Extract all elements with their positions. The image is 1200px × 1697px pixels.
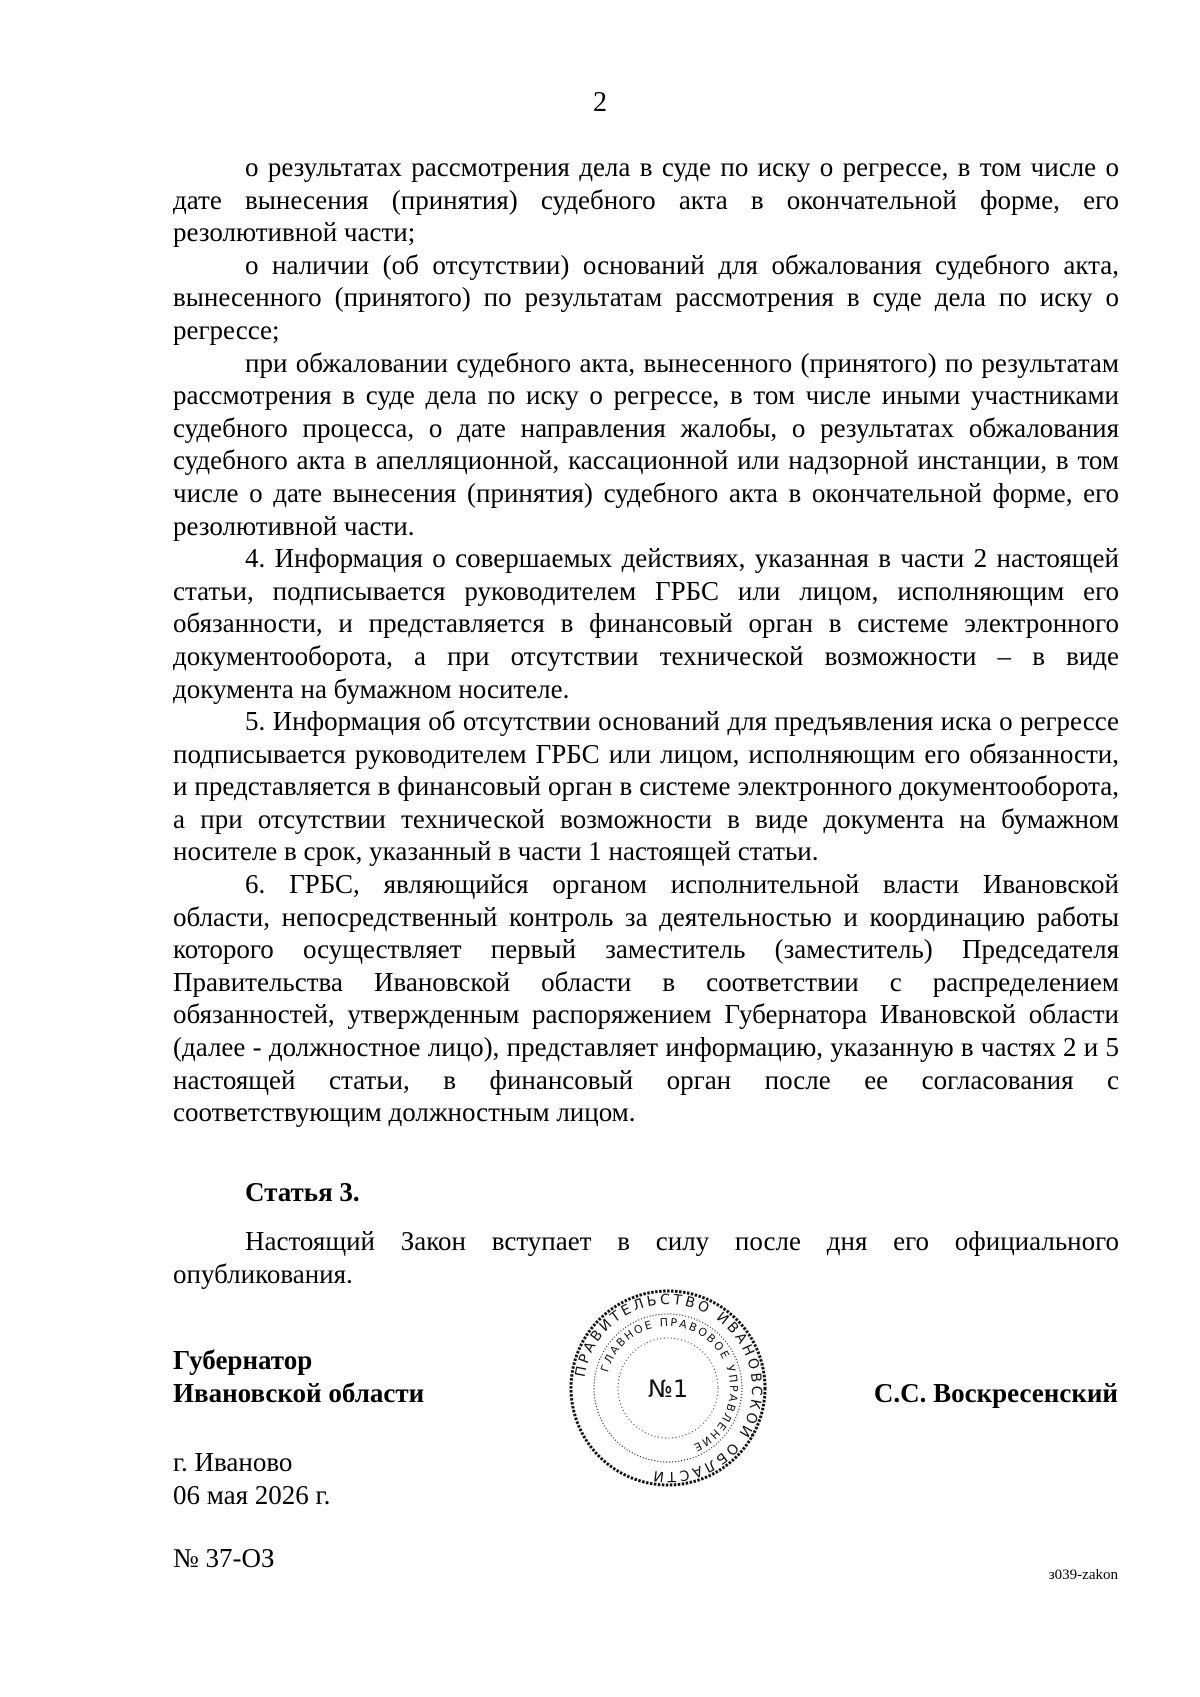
document-body (173, 151, 1119, 1129)
date: 06 мая 2026 г. (173, 1479, 331, 1510)
signatory-title-line: Ивановской области (173, 1377, 425, 1408)
seal-outer-text: ПРАВИТЕЛЬСТВО ИВАНОВСКОЙ ОБЛАСТИ (572, 1291, 765, 1485)
paragraph: при обжаловании судебного акта, вынесенного (принятого) по результатам рассмотрения в суде дела по иску о регрессе, в том числе иными участниками судебного процесса, о дате направления жалобы, о результатах обжалования судебного акта в апелляционной, кассационной или надзорной инстанции, в том числе о дате вынесения (принятия) судебного акта в окончательной форме, его резолютивной части. (173, 347, 1119, 541)
official-seal (568, 1288, 768, 1488)
paragraph: о наличии (об отсутствии) оснований для обжалования судебного акта, вынесенного (принятого) по результатам рассмотрения в суде дела по иску о регрессе; (173, 249, 1119, 345)
page-number: 2 (593, 87, 607, 118)
signatory-name: С.С. Воскресенский (873, 1378, 1118, 1408)
document-code: з039-zakon (1048, 1567, 1118, 1583)
law-number: № 37-ОЗ (173, 1543, 275, 1573)
seal-inner-text: ГЛАВНОЕ ПРАВОВОЕ УПРАВЛЕНИЕ (598, 1315, 741, 1455)
signatory-title-line: Губернатор (173, 1345, 313, 1375)
paragraph: 6. ГРБС, являющийся органом исполнительной власти Ивановской области, непосредственный контроль за деятельностью и координацию работы которого осуществляет первый заместитель (заместитель) Председателя Правительства Ивановской области в соответствии с распределением обязанностей, утвержденным распоряжением Губернатора Ивановской области (далее - должностное лицо), представляет информацию, указанную в частях 2 и 5 настоящей статьи, в финансовый орган после ее согласования с соответствующим должностным лицом. (173, 869, 1119, 1128)
seal-center-text: №1 (647, 1375, 689, 1403)
signatory-title (173, 1344, 424, 1409)
paragraph: 5. Информация об отсутствии оснований для предъявления иска о регрессе подписывается руководителем ГРБС или лицом, исполняющим его обязанности, и представляется в финансовый орган в системе электронного документооборота, а при отсутствии технической возможности в виде документа на бумажном носителе в срок, указанный в части 1 настоящей статьи. (173, 706, 1119, 867)
place: г. Иваново (173, 1447, 293, 1477)
paragraph: 4. Информация о совершаемых действиях, указанная в части 2 настоящей статьи, подписывается руководителем ГРБС или лицом, исполняющим его обязанности, и представляется в финансовый орган в системе электронного документооборота, а при отсутствии технической возможности – в виде документа на бумажном носителе. (173, 543, 1119, 704)
article-text: Настоящий Закон вступает в силу после дня его официального опубликования. (173, 1226, 1119, 1289)
place-and-date (173, 1446, 330, 1511)
article-heading: Статья 3. (245, 1177, 360, 1207)
paragraph: о результатах рассмотрения дела в суде по иску о регрессе, в том числе о дате вынесения (принятия) судебного акта в окончательной форме, его резолютивной части; (173, 152, 1119, 248)
